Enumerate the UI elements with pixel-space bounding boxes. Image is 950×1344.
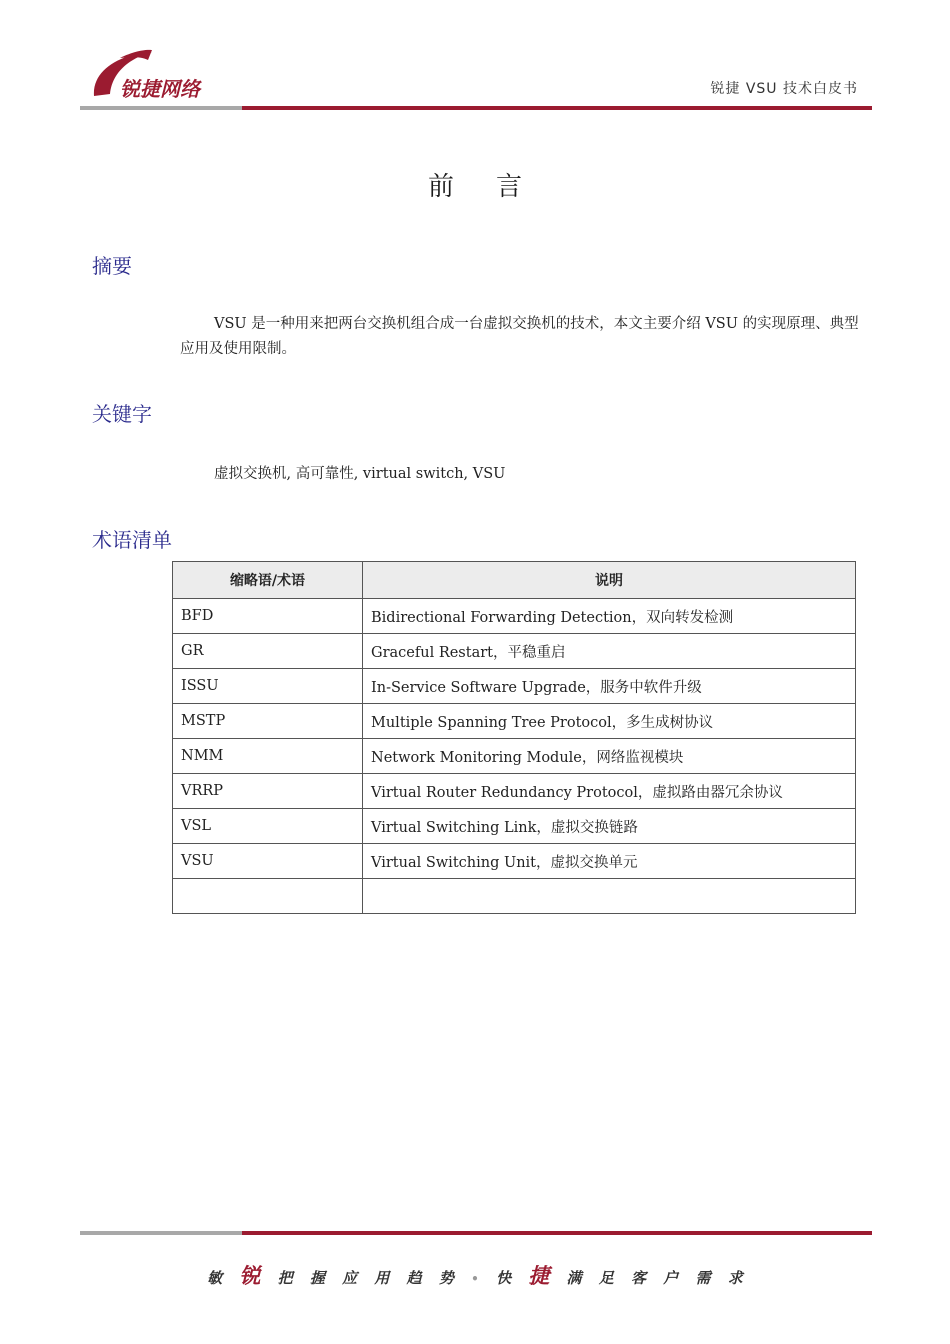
slogan-char: 快 [496,1269,512,1287]
slogan-char: 握 [309,1269,325,1287]
table-row [173,879,856,914]
term-cell: VSL [173,809,363,844]
term-cell [173,879,363,914]
description-cell: Virtual Switching Unit，虚拟交换单元 [363,844,856,879]
slogan-char-emphasis: 捷 [528,1264,550,1288]
header-divider-gray [80,106,242,110]
slogan-char: 户 [663,1269,679,1287]
glossary-heading: 术语清单 [92,528,172,552]
term-cell: VRRP [173,774,363,809]
document-title: 锐捷 VSU 技术白皮书 [710,81,858,97]
description-cell: Bidirectional Forwarding Detection，双向转发检测 [363,599,856,634]
slogan-char: 求 [727,1269,743,1287]
slogan-char: 需 [695,1269,711,1287]
header-divider-red [242,106,872,110]
footer-divider-gray [80,1231,242,1235]
term-cell: VSU [173,844,363,879]
slogan-char: 满 [566,1269,582,1287]
description-cell: Network Monitoring Module，网络监视模块 [363,739,856,774]
page-title: 前言 [427,172,564,202]
slogan-char: 趋 [406,1269,422,1287]
description-cell: Virtual Router Redundancy Protocol，虚拟路由器冗余协议 [363,774,856,809]
glossary-table [172,561,856,914]
table-row [173,599,856,634]
table-row [173,669,856,704]
slogan-char: 敏 [207,1269,223,1287]
slogan-char: 应 [342,1269,358,1287]
table-row [173,844,856,879]
table-row [173,774,856,809]
table-row [173,739,856,774]
column-header-term: 缩略语/术语 [173,562,363,599]
slogan-char: 势 [438,1269,454,1287]
description-cell: Multiple Spanning Tree Protocol，多生成树协议 [363,704,856,739]
footer-slogan [0,1260,950,1290]
keywords-text: 虚拟交换机, 高可靠性, virtual switch, VSU [214,466,506,482]
slogan-char: 用 [374,1269,390,1287]
term-cell: BFD [173,599,363,634]
slogan-separator: • [471,1272,479,1286]
abstract-text: VSU 是一种用来把两台交换机组合成一台虚拟交换机的技术，本文主要介绍 VSU 的实现原理、典型应用及使用限制。 [180,316,859,357]
table-row [173,634,856,669]
keywords-heading: 关键字 [92,402,152,426]
glossary-header-row [173,562,856,599]
slogan-char: 把 [277,1269,293,1287]
table-row [173,704,856,739]
footer-divider-red [242,1231,872,1235]
term-cell: ISSU [173,669,363,704]
description-cell: Graceful Restart，平稳重启 [363,634,856,669]
description-cell: In-Service Software Upgrade，服务中软件升级 [363,669,856,704]
slogan-char: 客 [631,1269,647,1287]
term-cell: GR [173,634,363,669]
column-header-description: 说明 [363,562,856,599]
logo-text: 锐捷网络 [120,77,200,101]
abstract-paragraph [180,312,865,362]
table-row [173,809,856,844]
abstract-heading: 摘要 [92,254,132,278]
company-logo [90,48,240,102]
term-cell: NMM [173,739,363,774]
term-cell: MSTP [173,704,363,739]
keywords-paragraph [180,462,865,487]
description-cell: Virtual Switching Link，虚拟交换链路 [363,809,856,844]
description-cell [363,879,856,914]
slogan-char: 足 [598,1269,614,1287]
slogan-char-emphasis: 锐 [239,1264,261,1288]
